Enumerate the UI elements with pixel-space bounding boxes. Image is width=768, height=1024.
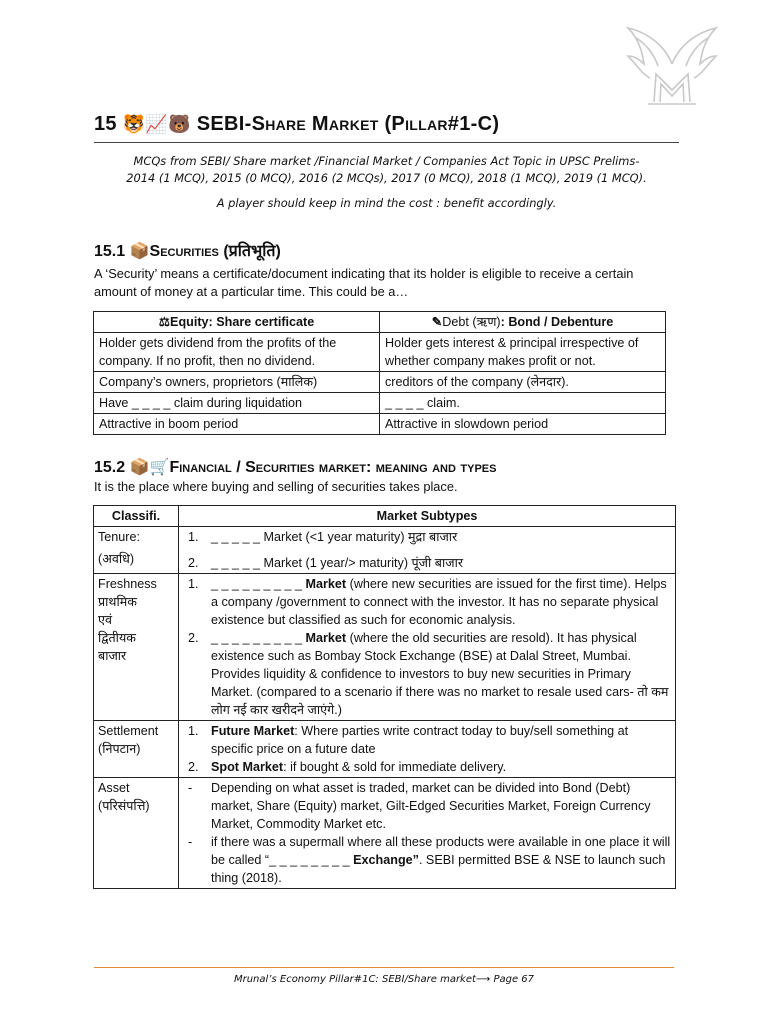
intro-mcq-text <box>94 153 679 187</box>
table-row-tenure <box>94 527 676 574</box>
classification-header: Classifi. <box>94 506 179 527</box>
chapter-title-c: (Pillar#1-C) <box>378 113 500 135</box>
section-15-2-number: 15.2 <box>94 459 126 476</box>
table-row-asset <box>94 778 676 889</box>
section-15-1-title: Securities <box>149 243 219 260</box>
tenure-subtypes <box>179 527 676 574</box>
table-row <box>94 414 666 435</box>
list-item: - if there was a supermall where all these products were available in one place it will be called “_ _ _ _ _ _ _ _ Exchange”. SEBI permitted BSE & NSE to launch such thing (2018). <box>188 835 671 885</box>
debt-header: ✎Debt (ऋण): Bond / Debenture <box>380 312 666 333</box>
list-item: 1. Future Market: Where parties write contract today to buy/sell something at specific price on a future date <box>188 724 629 756</box>
settlement-subtypes <box>179 721 676 778</box>
table-header-row <box>94 506 676 527</box>
section-15-2-title-a: Financial <box>169 459 232 476</box>
pencil-icon: ✎ <box>431 315 443 329</box>
freshness-label: Freshness प्राथमिक एवं द्वितीयक बाजार <box>94 574 179 721</box>
subtypes-header: Market Subtypes <box>179 506 676 527</box>
table-cell: Have _ _ _ _ claim during liquidation <box>94 393 380 414</box>
section-15-2-title-d: : meaning and types <box>365 459 497 476</box>
footer-rule <box>94 967 674 968</box>
chapter-title-b: Share Market <box>251 113 379 135</box>
market-definition: It is the place where buying and selling of securities takes place. <box>94 479 458 494</box>
table-row-freshness <box>94 574 676 721</box>
list-item: 2. _ _ _ _ _ Market (1 year/> maturity) पूंजी बाजार <box>188 556 463 570</box>
market-types-table <box>93 505 676 889</box>
section-15-1-heading <box>94 239 281 261</box>
table-row <box>94 333 666 372</box>
table-cell: _ _ _ _ claim. <box>380 393 666 414</box>
page-footer: Mrunal’s Economy Pillar#1C: SEBI/Share market⟶ Page 67 <box>233 974 534 985</box>
section-15-1-number: 15.1 <box>94 243 126 260</box>
table-cell: creditors of the company (लेनदार). <box>380 372 666 393</box>
table-header-row <box>94 312 666 333</box>
settlement-label: Settlement (निपटान) <box>94 721 179 778</box>
intro-line-1: MCQs from SEBI/ Share market /Financial Market / Companies Act Topic in UPSC Prelims- <box>133 154 640 168</box>
equity-header: ⚖Equity: Share certificate <box>94 312 380 333</box>
list-item: - Depending on what asset is traded, market can be divided into Bond (Debt) market, Share (Equity) market, Gilt-Edged Securities Market, Foreign Currency Market, Commodity Market etc. <box>188 781 651 831</box>
table-row-settlement <box>94 721 676 778</box>
freshness-subtypes <box>179 574 676 721</box>
section-15-2-heading: 15.2 📦🛒Financial / Securities market: meaning and types <box>94 459 497 476</box>
table-cell: Attractive in slowdown period <box>380 414 666 435</box>
list-item: 2. _ _ _ _ _ _ _ _ _ Market (where the old securities are resold). It has physical existence such as Bombay Stock Exchange (BSE) at Dalal Street, Mumbai. Provides liquidity & confidence to investors to buy new securities in Primary Market. (compared to a scenario if there was no market to resale used cars- तो कम लोग नई कार खरीदने जाएंगे.) <box>188 631 669 717</box>
list-item: 1. _ _ _ _ _ _ _ _ _ Market (where new securities are issued for the first time). Helps a company /government to connect with the investor. It has no separate physical existence but classified as such for economic analysis. <box>188 577 667 627</box>
asset-subtypes <box>179 778 676 889</box>
box-cart-icon: 📦🛒 <box>129 459 170 476</box>
scales-icon: ⚖ <box>158 315 171 329</box>
table-cell: Attractive in boom period <box>94 414 380 435</box>
table-cell: Company’s owners, proprietors (मालिक) <box>94 372 380 393</box>
chapter-title-a: SEBI- <box>196 113 252 135</box>
section-15-2-title-c: Securities market <box>245 459 366 476</box>
equity-debt-table <box>93 311 666 435</box>
table-cell: Holder gets interest & principal irrespective of whether company makes profit or not. <box>380 333 666 372</box>
title-rule <box>94 142 679 143</box>
intro-line-3: A player should keep in mind the cost : benefit accordingly. <box>216 196 557 210</box>
list-item: 2. Spot Market: if bought & sold for immediate delivery. <box>188 760 507 774</box>
chapter-title <box>94 113 679 136</box>
table-row <box>94 393 666 414</box>
chapter-number: 15 <box>94 113 117 135</box>
list-item: 1. _ _ _ _ _ Market (<1 year maturity) मुद्रा बाजार <box>188 530 458 544</box>
winged-logo <box>624 24 720 108</box>
box-icon: 📦 <box>129 243 150 260</box>
tenure-label: Tenure: (अवधि) <box>94 527 179 574</box>
intro-line-2: 2014 (1 MCQ), 2015 (0 MCQ), 2016 (2 MCQs), 2017 (0 MCQ), 2018 (1 MCQ), 2019 (1 MCQ). <box>126 171 647 185</box>
table-row <box>94 372 666 393</box>
section-15-1-hindi: (प्रतिभूति) <box>218 243 281 260</box>
tiger-chart-bear-icon: 🐯📈🐻 <box>122 114 191 134</box>
table-cell: Holder gets dividend from the profits of the company. If no profit, then no dividend. <box>94 333 380 372</box>
security-definition: A ‘Security’ means a certificate/document indicating that its holder is eligible to receive a certain amount of money at a particular time. This could be a… <box>94 266 634 299</box>
asset-label: Asset (परिसंपत्ति) <box>94 778 179 889</box>
